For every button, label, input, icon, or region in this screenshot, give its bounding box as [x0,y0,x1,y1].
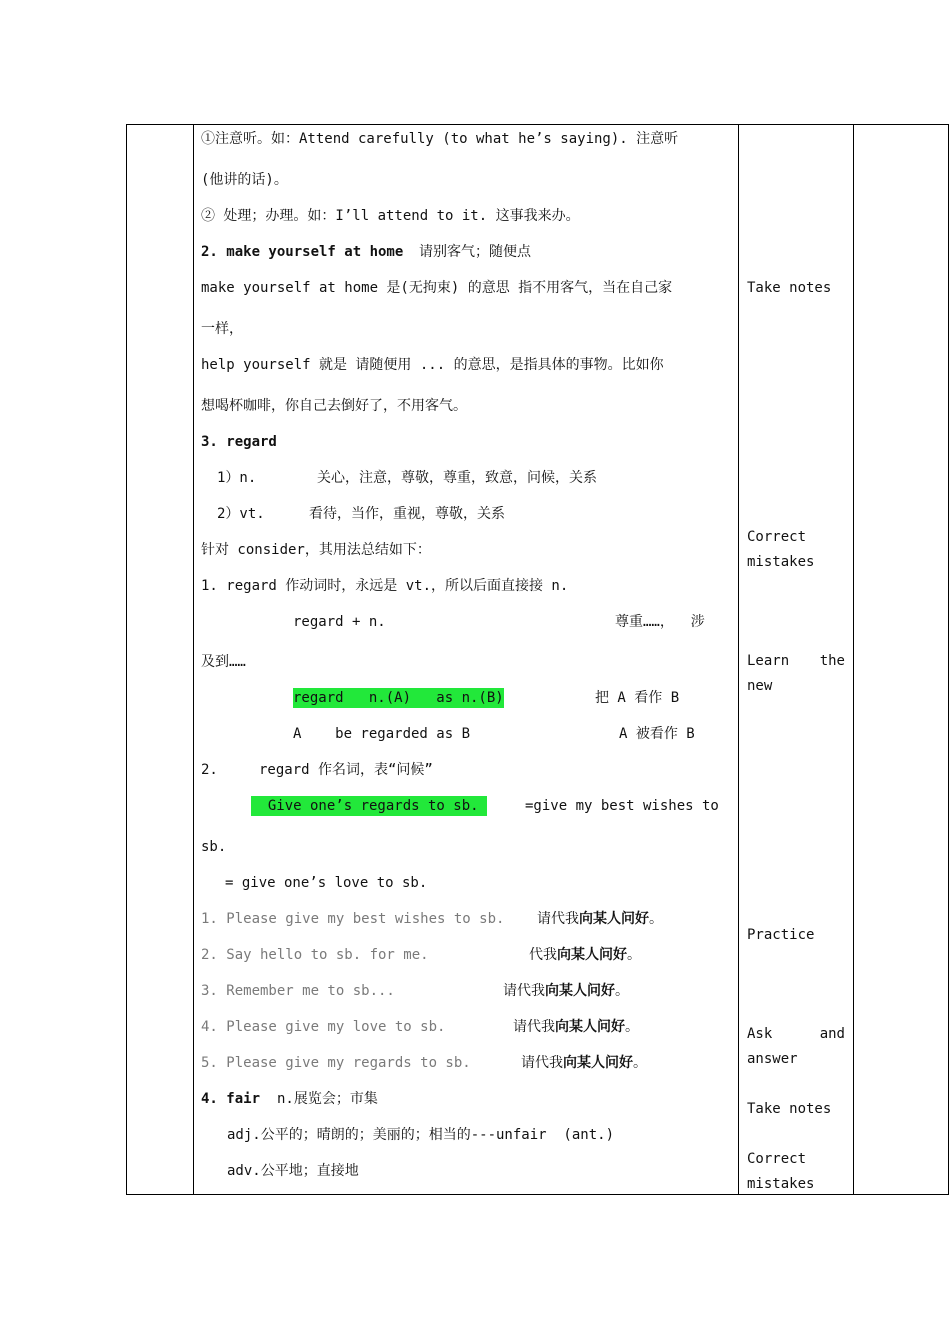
example-translation: 请代我向某人问好。 [503,983,629,999]
text-line: A be regarded as B [293,726,471,742]
activity-label: Take notes [747,280,832,296]
text-line: 尊重……， 涉 [615,614,705,630]
text-line: make yourself at home 是(无拘束) 的意思 指不用客气，当在自己家 [201,280,673,296]
highlighted-phrase: Give one’s regards to sb. [251,798,488,814]
text-line: 及到…… [201,654,246,670]
column-divider [738,125,739,1194]
lesson-table [126,124,949,1195]
section-heading: 2. make yourself at home [201,244,404,260]
example-line: 2. Say hello to sb. for me. [201,947,429,963]
example-translation: 请代我向某人问好。 [537,911,663,927]
text-line: n.展览会；市集 [277,1091,378,1107]
activity-label: Correct mistakes [747,529,815,570]
activity-label: Practice [747,927,815,943]
example-translation: 请代我向某人问好。 [521,1055,647,1071]
example-translation: 请代我向某人问好。 [513,1019,639,1035]
text-line: 请别客气；随便点 [419,244,531,260]
text-line: 想喝杯咖啡，你自己去倒好了，不用客气。 [201,398,467,414]
highlighted-phrase: regard n.(A) as n.(B) [293,690,504,706]
activity-label: Learn the new [747,653,845,694]
text-line: ①注意听。如：Attend carefully (to what he’s saying). 注意听 [201,131,679,147]
text-line: = give one’s love to sb. [225,875,428,891]
text-line: 针对 consider，其用法总结如下： [201,542,431,558]
text-line: 2）vt. [217,506,265,522]
example-line: 1. Please give my best wishes to sb. [201,911,505,927]
text-line: A 被看作 B [619,726,695,742]
example-line: 5. Please give my regards to sb. [201,1055,471,1071]
text-line: 看待，当作，重视，尊敬，关系 [309,506,505,522]
text-line: 1. regard 作动词时，永远是 vt.，所以后面直接接 n. [201,578,569,594]
text-line: adv.公平地；直接地 [227,1163,359,1179]
text-line: 把 A 看作 B [595,690,680,706]
text-line: =give my best wishes to [525,798,719,814]
text-line: regard 作名词，表“问候” [259,762,433,778]
column-divider [853,125,854,1194]
activity-label: Take notes [747,1101,832,1117]
text-line: regard + n. [293,614,386,630]
column-divider [193,125,194,1194]
section-heading: 4. fair [201,1091,261,1107]
example-line: 4. Please give my love to sb. [201,1019,446,1035]
text-line: help yourself 就是 请随便用 ... 的意思，是指具体的事物。比如你 [201,357,664,373]
text-line: ② 处理；办理。如：I’ll attend to it. 这事我来办。 [201,208,580,224]
activity-label: Correct mistakes [747,1151,815,1192]
text-line: sb. [201,839,227,855]
text-line: 1）n. [217,470,257,486]
text-line: 一样， [201,321,243,337]
activity-label: Ask and answer [747,1026,845,1067]
text-line: adj.公平的；晴朗的；美丽的；相当的---unfair (ant.) [227,1127,615,1143]
text-line: 2. [201,762,218,778]
text-line: (他讲的话)。 [201,172,288,188]
example-line: 3. Remember me to sb... [201,983,395,999]
text-line: 关心，注意，尊敬，尊重，致意，问候，关系 [317,470,597,486]
section-heading: 3. regard [201,434,277,450]
example-translation: 代我向某人问好。 [529,947,641,963]
